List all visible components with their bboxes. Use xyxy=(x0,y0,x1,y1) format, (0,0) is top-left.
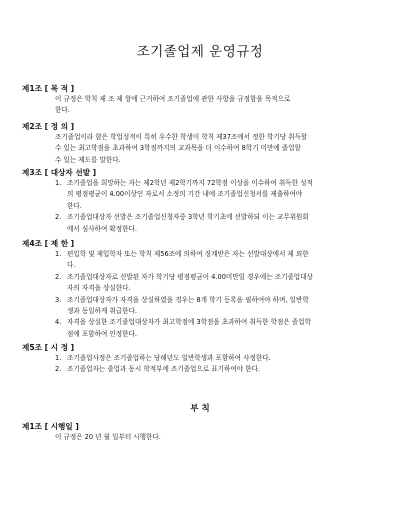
article-heading: 제2조 [ 정 의 ] xyxy=(22,122,75,131)
article-1 xyxy=(22,84,378,117)
item-number: 2. xyxy=(55,213,62,222)
article-text-line: 수 있는 제도를 말한다. xyxy=(55,155,121,164)
supplementary-title: 부 칙 xyxy=(190,404,210,414)
supplementary-article-1 xyxy=(22,422,378,443)
article-5 xyxy=(22,343,378,376)
article-heading: 제3조 [ 대상자 선발 ] xyxy=(22,168,97,177)
item-line: 자의 자격을 상실한다. xyxy=(67,284,131,293)
item-line: 조기졸업대상자 선발은 조기졸업신청자중 3학년 학기초에 선발하되 이는 교무위원회 xyxy=(67,213,309,222)
article-item xyxy=(55,353,378,364)
item-number: 4. xyxy=(55,318,62,327)
article-text-line: 이 규정은 20 년 월 일부터 시행한다. xyxy=(55,433,161,441)
item-line: 조기졸업대상자로 선발된 자가 학기당 평점평균이 4.00미만일 경우에는 조기졸업대상 xyxy=(67,272,313,281)
item-number: 1. xyxy=(55,250,62,258)
item-line: 조기졸업대상자가 자격을 상실하였을 경우는 8개 학기 등록을 필하여야 하며, 일반학 xyxy=(67,295,309,304)
article-heading: 제1조 [ 시행일 ] xyxy=(22,422,79,431)
article-text-line: 이 규정은 학칙 제 조 제 항에 근거하여 조기졸업에 관한 사항을 규정함을 목적으로 xyxy=(55,95,291,103)
item-line: 의 평점평균이 4.00이상인 자로서 소정의 기간 내에 조기졸업신청서를 제출하여야 xyxy=(67,190,303,199)
article-item xyxy=(55,178,378,212)
item-number: 2. xyxy=(55,272,62,281)
item-number: 1. xyxy=(55,179,62,187)
item-line: 편입학 및 재입학자 또는 학칙 제56조에 의하여 징계받은 자는 선발대상에서 제 외한 xyxy=(67,250,309,258)
item-number: 3. xyxy=(55,295,62,304)
item-line: 생과 동일하게 취급한다. xyxy=(67,307,137,316)
item-number: 1. xyxy=(55,354,62,362)
item-line: 자격을 상실한 조기졸업대상자가 최고학점에 3학점을 초과하여 취득한 학점은 졸업학 xyxy=(67,318,311,327)
article-item xyxy=(55,295,378,318)
article-3 xyxy=(22,168,378,235)
item-line: 점에 포함하여 인정한다. xyxy=(67,329,137,338)
item-line: 에서 심사하여 확정한다. xyxy=(67,224,137,233)
item-line: 조기졸업을 희망하는 자는 제2학년 제2학기까지 72학점 이상을 이수하여 취득한 성적 xyxy=(67,179,313,187)
article-item xyxy=(55,317,378,340)
article-item xyxy=(55,212,378,235)
article-item xyxy=(55,272,378,295)
item-number: 2. xyxy=(55,365,62,374)
article-text-line: 수 있는 최고학점을 초과하여 3학점까지의 교과목을 더 이수하여 8학기 미만에 졸업할 xyxy=(55,144,301,153)
article-4 xyxy=(22,239,378,340)
article-item xyxy=(55,249,378,272)
article-heading: 제5조 [ 시 정 ] xyxy=(22,343,75,352)
item-line: 다. xyxy=(67,261,76,270)
document-title: 조기졸업제 운영규정 xyxy=(136,44,264,60)
article-2 xyxy=(22,122,378,166)
item-line: 조기졸업자는 졸업과 동시 학적부에 조기졸업으로 표기하여야 한다. xyxy=(67,365,261,374)
article-heading: 제4조 [ 제 한 ] xyxy=(22,239,75,248)
article-heading: 제1조 [ 목 적 ] xyxy=(22,84,75,93)
item-line: 한다. xyxy=(67,201,82,210)
article-text-line: 한다. xyxy=(55,106,70,115)
item-line: 조기졸업사정은 조기졸업하는 당해년도 일반학생과 포함하여 사정한다. xyxy=(67,354,271,362)
article-text-line: 조기졸업이라 함은 학업성적이 특히 우수한 학생이 학칙 제37조에서 정한 학기당 취득할 xyxy=(55,133,308,141)
article-item xyxy=(55,364,378,375)
